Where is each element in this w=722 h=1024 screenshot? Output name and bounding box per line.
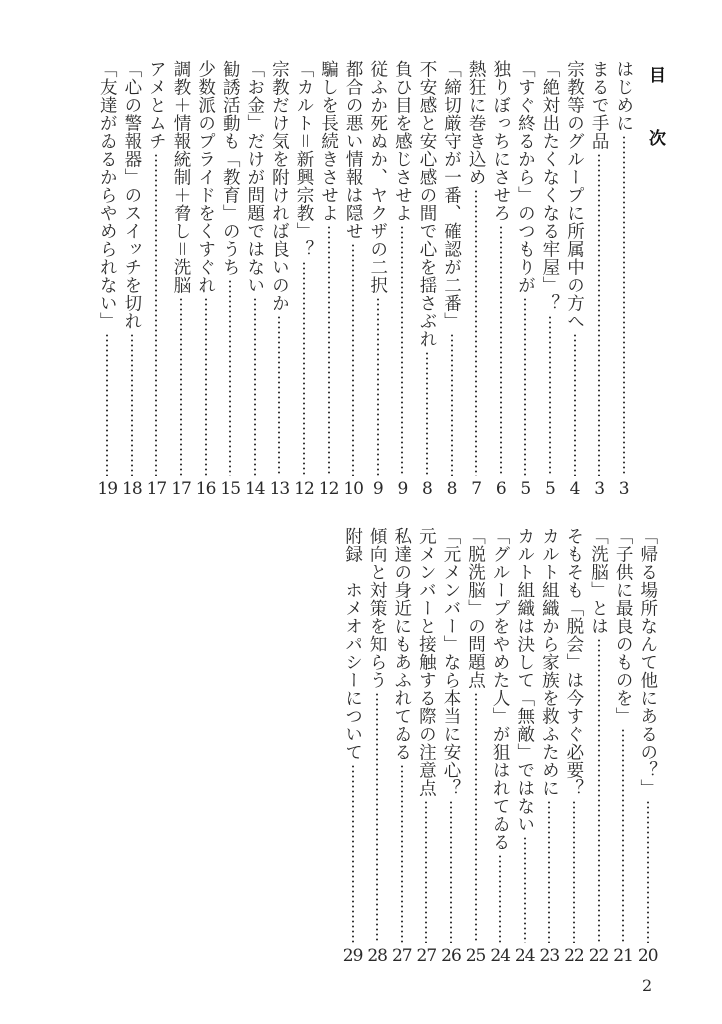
toc-entry[interactable] (488, 527, 513, 967)
dot-leader (548, 800, 550, 943)
toc-entry-page: 16 (195, 479, 216, 499)
toc-entry-label: 調教＋情報統制＋脅し＝洗脳 (171, 60, 192, 294)
toc-entry-label: 熱狂に巻き込め (466, 60, 487, 186)
dot-leader (549, 315, 551, 476)
toc-entry-label: 不安感と安心感の間で心を揺さぶれ (416, 60, 437, 348)
toc-entry-label: 従ふか死ぬか、ヤクザの二択 (367, 60, 388, 294)
dot-leader (623, 135, 625, 476)
dot-leader (401, 225, 403, 476)
dot-leader (475, 692, 477, 943)
toc-entry-page: 3 (594, 479, 605, 499)
toc-entry[interactable] (611, 60, 636, 500)
toc-entry[interactable] (537, 527, 562, 967)
toc-entry-page: 24 (490, 946, 510, 966)
toc-top-block (95, 60, 636, 500)
toc-entry-page: 27 (391, 946, 412, 966)
dot-leader (573, 800, 575, 943)
toc-entry-label: 「子供に最良のものを」 (613, 527, 634, 725)
toc-entry-label: まるで手品 (589, 60, 610, 150)
toc-entry-label: そもそも「脱会」は今すぐ必要？ (563, 527, 584, 797)
toc-entry-page: 13 (269, 479, 290, 499)
toc-entry[interactable] (415, 60, 440, 500)
toc-entry[interactable] (611, 527, 636, 967)
toc-entry[interactable] (488, 60, 513, 500)
toc-entry[interactable] (463, 527, 488, 967)
toc-entry[interactable] (538, 60, 563, 500)
toc-entry-page: 8 (446, 479, 457, 499)
toc-entry-label: 少数派のプライドをくすぐれ (195, 60, 216, 294)
toc-entry[interactable] (586, 527, 611, 967)
toc-entry-label: 騙しを長続きさせよ (318, 60, 339, 222)
toc-entry-label: 「元メンバー」なら本当に安心？ (440, 527, 461, 797)
dot-leader (524, 297, 526, 476)
dot-leader (254, 297, 256, 476)
toc-bottom-block (340, 527, 660, 967)
toc-entry-label: 「脱洗脳」の問題点 (465, 527, 486, 689)
dot-leader (499, 854, 501, 943)
toc-entry-page: 9 (372, 479, 383, 499)
toc-entry-page: 15 (220, 479, 241, 499)
dot-leader (401, 764, 403, 943)
toc-entry[interactable] (635, 527, 660, 967)
toc-entry-page: 23 (539, 946, 560, 966)
toc-entry-label: アメとムチ (146, 60, 167, 150)
toc-entry-label: はじめに (613, 60, 634, 132)
toc-entry-page: 6 (495, 479, 506, 499)
toc-entry-label: 都合の悪い情報は隠せ (343, 60, 364, 240)
toc-entry[interactable] (562, 527, 587, 967)
dot-leader (303, 261, 305, 476)
dot-leader (574, 333, 576, 476)
toc-entry-label: 「締切厳守が一番、確認が二番」 (441, 60, 462, 330)
toc-entry-label: 元メンバーと接触する際の注意点 (416, 527, 437, 797)
dot-leader (376, 692, 378, 943)
toc-entry-page: 18 (122, 479, 142, 499)
toc-entry-label: 「心の警報器」のスイッチを切れ (121, 60, 142, 330)
toc-entry[interactable] (562, 60, 587, 500)
toc-entry[interactable] (439, 60, 464, 500)
toc-entry-page: 19 (97, 479, 118, 499)
toc-entry-page: 4 (569, 479, 580, 499)
toc-entry[interactable] (267, 60, 292, 500)
dot-leader (106, 333, 108, 476)
toc-entry-label: カルト組織は決して「無敵」ではない (514, 527, 535, 833)
page-title: 目 次 (645, 66, 665, 166)
toc-entry-page: 26 (441, 946, 461, 966)
toc-entry-page: 9 (397, 479, 408, 499)
toc-entry-page: 25 (465, 946, 486, 966)
toc-entry-page: 5 (520, 479, 531, 499)
dot-leader (377, 297, 379, 476)
toc-entry-label: 「カルト＝新興宗教」？ (293, 60, 314, 258)
toc-entry-label: 宗教だけ気を附ければ良いのか (269, 60, 290, 312)
toc-entry-label: 附録 ホメオパシーについて (342, 527, 363, 761)
toc-entry[interactable] (464, 60, 489, 500)
toc-entry-page: 17 (146, 479, 167, 499)
dot-leader (352, 764, 354, 943)
dot-leader (622, 728, 624, 943)
toc-entry[interactable] (414, 527, 439, 967)
toc-entry-page: 3 (618, 479, 629, 499)
toc-entry-page: 7 (471, 479, 482, 499)
toc-entry[interactable] (292, 60, 317, 500)
toc-entry-label: 勧誘活動も「教育」のうち (220, 60, 241, 276)
dot-leader (426, 351, 428, 476)
toc-entry-label: 「お金」だけが問題ではない (244, 60, 265, 294)
toc-entry-page: 14 (244, 479, 265, 499)
dot-leader (647, 800, 649, 943)
toc-entry-page: 28 (367, 946, 387, 966)
toc-entry-label: 「絶対出たくなくなる牢屋」？ (539, 60, 560, 312)
toc-entry-label: 「洗脳」とは (588, 527, 609, 635)
dot-leader (598, 638, 600, 943)
dot-leader (475, 189, 477, 476)
toc-entry[interactable] (513, 60, 538, 500)
toc-entry[interactable] (365, 60, 390, 500)
toc-entry-label: 独りぼっちにさせろ (490, 60, 511, 222)
toc-entry[interactable] (341, 60, 366, 500)
toc-entry-label: 「友達がゐるからやめられない」 (97, 60, 118, 330)
toc-entry-page: 20 (637, 946, 658, 966)
toc-entry-label: カルト組織から家族を救ふために (539, 527, 560, 797)
dot-leader (598, 153, 600, 476)
toc-entry-page: 22 (564, 946, 584, 966)
toc-entry-page: 12 (294, 479, 314, 499)
dot-leader (155, 153, 157, 476)
dot-leader (180, 297, 182, 476)
toc-entry-label: 「グループをやめた人」が狙はれてゐる (490, 527, 511, 851)
toc-entry-page: 10 (343, 479, 363, 499)
dot-leader (229, 279, 231, 476)
dot-leader (205, 297, 207, 476)
dot-leader (450, 800, 452, 943)
dot-leader (328, 225, 330, 476)
toc-entry-label: 「すぐ終るから」のつもりが (515, 60, 536, 294)
toc-entry-page: 29 (342, 946, 363, 966)
toc-entry[interactable] (365, 527, 390, 967)
toc-entry[interactable] (390, 60, 415, 500)
toc-entry[interactable] (169, 60, 194, 500)
toc-entry-label: 傾向と対策を知らう (367, 527, 388, 689)
toc-entry-label: 「帰る場所なんて他にあるの？」 (637, 527, 658, 797)
toc-entry-page: 8 (422, 479, 432, 499)
toc-entry-page: 17 (171, 479, 191, 499)
dot-leader (524, 836, 526, 943)
dot-leader (425, 800, 427, 943)
dot-leader (451, 333, 453, 476)
toc-entry[interactable] (218, 60, 243, 500)
toc-entry[interactable] (144, 60, 169, 500)
toc-entry[interactable] (587, 60, 612, 500)
toc-entry[interactable] (120, 60, 145, 500)
toc-entry[interactable] (340, 527, 365, 967)
toc-entry[interactable] (439, 527, 464, 967)
toc-entry-page: 24 (514, 946, 535, 966)
toc-entry-label: 宗教等のグループに所属中の方へ (564, 60, 585, 330)
dot-leader (131, 333, 133, 476)
toc-entry-page: 21 (613, 946, 633, 966)
toc-entry-page: 5 (545, 479, 555, 499)
toc-entry-page: 22 (588, 946, 609, 966)
toc-entry-label: 負ひ目を感じさせよ (392, 60, 413, 222)
toc-entry-page: 12 (318, 479, 339, 499)
dot-leader (352, 243, 354, 476)
dot-leader (500, 225, 502, 476)
toc-entry[interactable] (193, 60, 218, 500)
toc-entry[interactable] (95, 60, 120, 500)
toc-entry[interactable] (512, 527, 537, 967)
page-number: 2 (642, 976, 653, 995)
toc-entry-page: 27 (416, 946, 437, 966)
toc-entry[interactable] (243, 60, 268, 500)
toc-entry[interactable] (389, 527, 414, 967)
dot-leader (278, 315, 280, 476)
toc-entry[interactable] (316, 60, 341, 500)
toc-entry-label: 私達の身近にもあふれてゐる (391, 527, 412, 761)
